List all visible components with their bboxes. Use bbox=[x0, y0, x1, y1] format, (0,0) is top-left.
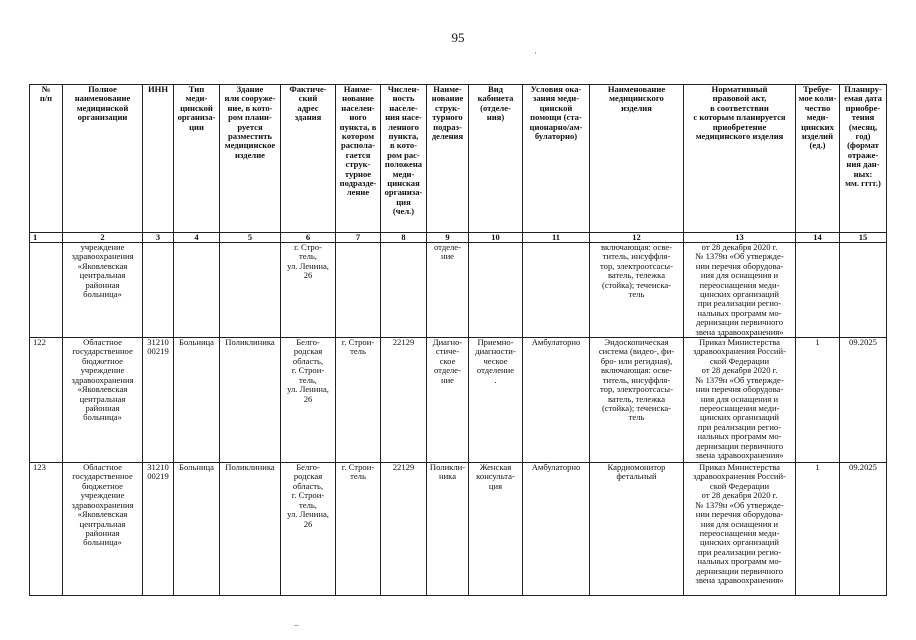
scan-mark: · bbox=[534, 48, 537, 58]
header-cell bbox=[840, 85, 887, 233]
header-cell bbox=[684, 85, 796, 233]
column-number: 8 bbox=[381, 233, 427, 243]
table-cell: Больница bbox=[174, 463, 220, 596]
header-cell bbox=[381, 85, 427, 233]
header-text: Полное наименование медицинской организации bbox=[74, 84, 131, 123]
table-cell bbox=[523, 243, 590, 338]
header-cell bbox=[281, 85, 336, 233]
header-cell bbox=[427, 85, 469, 233]
header-row bbox=[30, 85, 887, 233]
table-cell: Областное государственное бюджетное учреждение здравоохранения «Яковлевская центральная районная больница» bbox=[63, 463, 143, 596]
row-number: 122 bbox=[30, 338, 63, 463]
header-text: Наиме- нование населен- ного пункта, в котором распола- гается струк- турное подразде- ление bbox=[339, 84, 377, 198]
table-cell: Поликлиника bbox=[220, 338, 281, 463]
header-text: Здание или сооруже- ние, в кото- ром плани- руется разместить медицинское изделие bbox=[224, 84, 276, 160]
column-number: 9 bbox=[427, 233, 469, 243]
table-row-continuation bbox=[30, 243, 887, 338]
table-cell: Белго- родская область, г. Строи- тель, ул. Ленина, 26 bbox=[281, 338, 336, 463]
column-number: 12 bbox=[590, 233, 684, 243]
table-cell bbox=[469, 243, 523, 338]
table-cell: Областное государственное бюджетное учреждение здравоохранения «Яковлевская центральная районная больница» bbox=[63, 338, 143, 463]
table-cell bbox=[840, 243, 887, 338]
table-cell: Больница bbox=[174, 338, 220, 463]
table-cell: от 28 декабря 2020 г. № 1379н «Об утвержде- нии перечня оборудова- ния для оснащения и переоснащения меди- цинских организаций при реализации регио- нальных программ мо- дернизации первичного звена здравоохранения» bbox=[684, 243, 796, 338]
table-cell: Диагно- стиче- ское отделе- ние bbox=[427, 338, 469, 463]
equipment-table-container bbox=[29, 84, 887, 596]
header-cell bbox=[523, 85, 590, 233]
column-number-row bbox=[30, 233, 887, 243]
table-cell: Приемно- диагности- ческое отделение . bbox=[469, 338, 523, 463]
header-cell bbox=[469, 85, 523, 233]
table-cell: Женская консульта- ция bbox=[469, 463, 523, 596]
header-text: Условия ока- зания меди- цинской помощи (ста- ционарно/ам- булаторно) bbox=[529, 84, 583, 142]
header-cell bbox=[30, 85, 63, 233]
table-cell: Приказ Министерства здравоохранения Россий- ской Федерации от 28 декабря 2020 г. № 1379н «Об утвержде- нии перечня оборудова- ния для оснащения и переоснащения меди- цинских организаций при реализации регио- нальных программ мо- дернизации первичного звена здравоохранения» bbox=[684, 338, 796, 463]
column-number: 7 bbox=[336, 233, 381, 243]
column-number: 15 bbox=[840, 233, 887, 243]
column-number: 6 bbox=[281, 233, 336, 243]
header-text: Числен- ность населе- ния насе- ленного пункта, в кото- ром рас- положена меди- цинская организа- ция (чел.) bbox=[384, 84, 423, 217]
table-cell: 22129 bbox=[381, 338, 427, 463]
header-text: Фактиче- ский адрес здания bbox=[289, 84, 327, 123]
table-cell bbox=[796, 243, 840, 338]
row-number: 123 bbox=[30, 463, 63, 596]
table-cell: 1 bbox=[796, 463, 840, 596]
table-row-123 bbox=[30, 463, 887, 596]
table-cell: учреждение здравоохранения «Яковлевская центральная районная больница» bbox=[63, 243, 143, 338]
header-text: Тип меди- цинской организа- ции bbox=[177, 84, 216, 132]
table-cell: Поликли- ника bbox=[427, 463, 469, 596]
table-cell: г. Строи- тель bbox=[336, 338, 381, 463]
table-cell: 09.2025 bbox=[840, 338, 887, 463]
table-cell: Кардиомонитор фетальный bbox=[590, 463, 684, 596]
table-cell: Белго- родская область, г. Строи- тель, ул. Ленина, 26 bbox=[281, 463, 336, 596]
header-cell bbox=[336, 85, 381, 233]
table-cell bbox=[381, 243, 427, 338]
table-cell bbox=[30, 243, 63, 338]
table-cell: 31210 00219 bbox=[143, 463, 174, 596]
table-cell: 09.2025 bbox=[840, 463, 887, 596]
header-cell bbox=[143, 85, 174, 233]
table-cell: отделе- ние bbox=[427, 243, 469, 338]
table-cell: 31210 00219 bbox=[143, 338, 174, 463]
table-cell: г. Стро- тель, ул. Ленина, 26 bbox=[281, 243, 336, 338]
page-number: 95 bbox=[451, 30, 465, 45]
table-cell: 22129 bbox=[381, 463, 427, 596]
table-cell bbox=[143, 243, 174, 338]
column-number: 4 bbox=[174, 233, 220, 243]
header-cell bbox=[174, 85, 220, 233]
column-number: 13 bbox=[684, 233, 796, 243]
header-cell bbox=[796, 85, 840, 233]
header-cell bbox=[590, 85, 684, 233]
table-cell bbox=[336, 243, 381, 338]
header-text: ИНН bbox=[147, 84, 169, 94]
header-text: Планиру- емая дата приобре- тения (месяц, год) (формат отраже- ния дан- ных: мм. гггг.) bbox=[844, 84, 882, 189]
table-cell: г. Строи- тель bbox=[336, 463, 381, 596]
table-cell: 1 bbox=[796, 338, 840, 463]
table-cell: Поликлиника bbox=[220, 463, 281, 596]
column-number: 14 bbox=[796, 233, 840, 243]
column-number: 3 bbox=[143, 233, 174, 243]
table-cell: включающая: осве- титель, инсуффля- тор, электроотсасы- ватель, тележка (стойка); течеиска- тель bbox=[590, 243, 684, 338]
header-cell bbox=[220, 85, 281, 233]
header-text: Нормативный правовой акт, в соответствии с которым планируется приобретение медицинского изделия bbox=[693, 84, 786, 142]
header-text: Требуе- мое коли- чество меди- цинских изделий (ед.) bbox=[798, 84, 837, 151]
table-cell: Приказ Министерства здравоохранения Россий- ской Федерации от 28 декабря 2020 г. № 1379н «Об утвержде- нии перечня оборудова- ния для оснащения и переоснащения меди- цинских организаций при реализации регио- нальных программ мо- дернизации первичного звена здравоохранения» bbox=[684, 463, 796, 596]
scan-mark: – bbox=[294, 620, 299, 630]
equipment-table bbox=[29, 84, 887, 596]
column-number: 2 bbox=[63, 233, 143, 243]
column-number: 11 bbox=[523, 233, 590, 243]
column-number: 1 bbox=[30, 233, 63, 243]
column-number: 5 bbox=[220, 233, 281, 243]
header-text: № п/п bbox=[39, 84, 53, 104]
table-cell: Амбулаторно bbox=[523, 338, 590, 463]
header-text: Вид кабинета (отделе- ния) bbox=[477, 84, 514, 123]
column-number: 10 bbox=[469, 233, 523, 243]
header-text: Наименование медицинского изделия bbox=[607, 84, 666, 113]
header-text: Наиме- нование струк- турного подраз- деления bbox=[431, 84, 464, 142]
header-cell bbox=[63, 85, 143, 233]
table-cell: Эндоскопическая система (видео-, фи- бро- или регидная), включающая: осве- титель, инсуффля- тор, электроотсасы- ватель, тележка (стойка); течеиска- тель bbox=[590, 338, 684, 463]
table-cell bbox=[220, 243, 281, 338]
table-row-122 bbox=[30, 338, 887, 463]
table-cell bbox=[174, 243, 220, 338]
table-cell: Амбулаторно bbox=[523, 463, 590, 596]
